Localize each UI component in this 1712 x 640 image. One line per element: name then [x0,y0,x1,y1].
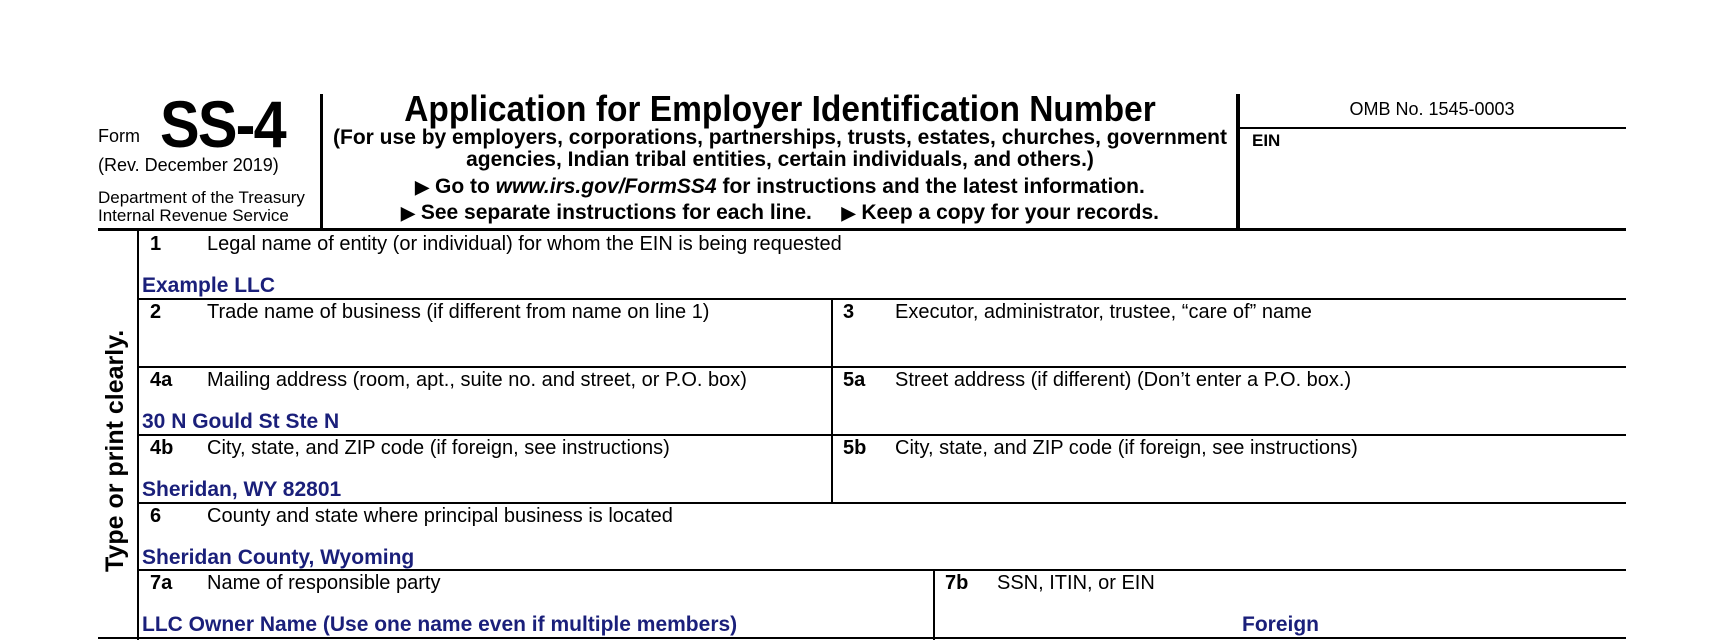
field-4b-number: 4b [150,437,174,459]
field-7a-label: Name of responsible party [207,572,441,594]
type-or-print-label: Type or print clearly. [101,329,129,572]
issuing-agency [98,189,305,225]
arrow-right-icon: ▶ [415,177,429,197]
row-divider-2 [137,366,1626,368]
header-bottom-rule [98,228,1626,231]
column-divider-mid [831,298,833,502]
ein-label: EIN [1252,131,1281,150]
field-3-number: 3 [843,301,855,323]
see-instructions-note: See separate instructions for each line. [420,201,812,224]
omb-underline [1240,127,1626,129]
field-4b-label: City, state, and ZIP code (if foreign, see instructions) [207,437,670,459]
omb-number: OMB No. 1545-0003 [1349,99,1515,119]
field-1-value[interactable]: Example LLC [142,274,276,297]
instructions-url[interactable]: www.irs.gov/FormSS4 [495,175,717,198]
field-6-value[interactable]: Sheridan County, Wyoming [142,546,415,569]
field-2-label: Trade name of business (if different from name on line 1) [207,301,710,323]
field-7b-number: 7b [945,572,969,594]
field-5b-number: 5b [843,437,867,459]
goto-prefix: Go to [435,175,490,198]
field-5b-label: City, state, and ZIP code (if foreign, see instructions) [895,437,1358,459]
field-4a-number: 4a [150,369,173,391]
arrow-right-icon: ▶ [401,203,415,223]
form-revision: (Rev. December 2019) [98,155,279,175]
field-6-label: County and state where principal business is located [207,505,673,527]
bottom-rule [98,637,1626,639]
field-5a-label: Street address (if different) (Don’t enter a P.O. box.) [895,369,1352,391]
row-divider-3 [137,434,1626,436]
field-1-label: Legal name of entity (or individual) for whom the EIN is being requested [207,233,842,255]
form-subtitle: (For use by employers, corporations, partnerships, trusts, estates, churches, government agencies, Indian tribal entities, certain individuals, and others.) [333,126,1227,171]
field-4a-label: Mailing address (room, apt., suite no. and street, or P.O. box) [207,369,747,391]
keep-copy-note: Keep a copy for your records. [861,201,1159,224]
field-7b-label: SSN, ITIN, or EIN [997,572,1155,594]
field-6-number: 6 [150,505,162,527]
field-7a-number: 7a [150,572,173,594]
goto-suffix: for instructions and the latest information. [722,175,1145,198]
instructions-link-line [320,175,1240,199]
field-3-label: Executor, administrator, trustee, “care of” name [895,301,1312,323]
form-title: Application for Employer Identification Number [404,88,1156,129]
field-4a-value[interactable]: 30 N Gould St Ste N [142,410,340,433]
row-divider-4 [137,502,1626,504]
field-7a-value[interactable]: LLC Owner Name (Use one name even if multiple members) [142,613,738,636]
row-divider-1 [137,298,1626,300]
field-5a-number: 5a [843,369,866,391]
department-name: Department of the Treasury [98,188,305,207]
arrow-right-icon: ▶ [841,203,856,223]
form-word: Form [98,126,140,146]
service-name: Internal Revenue Service [98,206,289,225]
field-1-number: 1 [150,233,162,255]
instructions-notes-line [320,201,1240,225]
field-4b-value[interactable]: Sheridan, WY 82801 [142,478,342,501]
form-number: SS-4 [160,87,285,161]
field-2-number: 2 [150,301,162,323]
field-7b-value[interactable]: Foreign [1242,613,1319,636]
